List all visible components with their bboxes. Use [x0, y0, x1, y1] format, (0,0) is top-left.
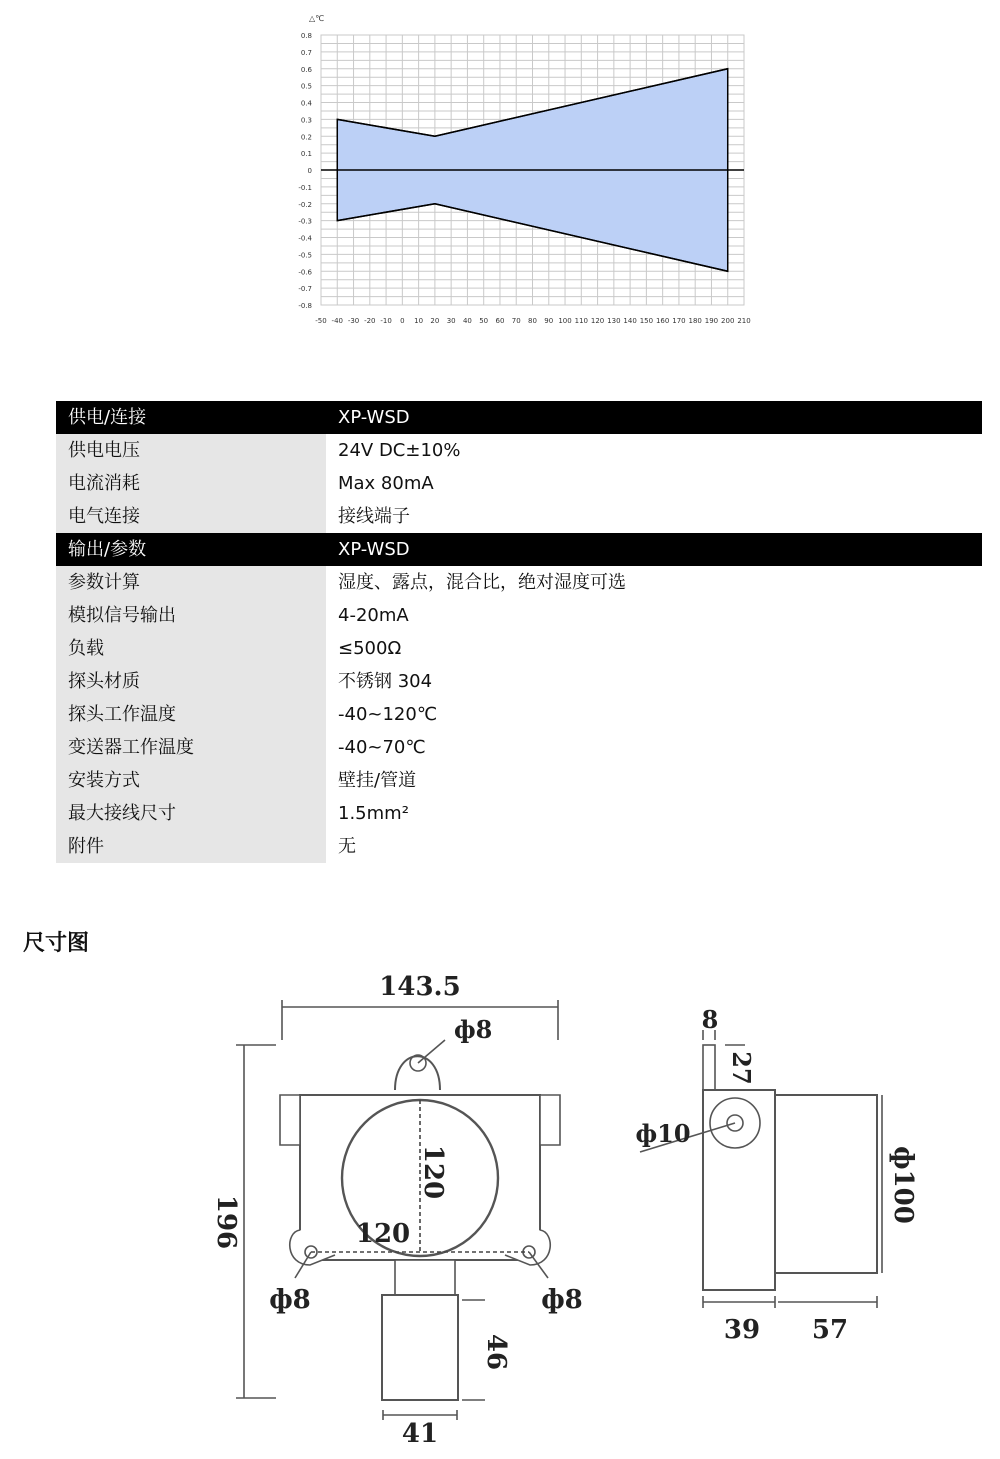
probe-neck: [395, 1260, 455, 1295]
y-tick-label: -0.3: [298, 217, 312, 226]
y-tick-label: 0.5: [300, 82, 312, 91]
spec-table: [56, 401, 982, 863]
spec-label: 参数计算: [56, 566, 326, 599]
spec-value: Max 80mA: [326, 467, 982, 500]
spec-label: 电气连接: [56, 500, 326, 533]
x-tick-label: 200: [721, 317, 735, 325]
dim-left-hole-label: ф8: [269, 1285, 311, 1315]
dim-side-hole-label: ф10: [635, 1119, 691, 1148]
dim-inner-v-label: 120: [418, 1144, 448, 1200]
spec-value: 24V DC±10%: [326, 434, 982, 467]
spec-label: 探头工作温度: [56, 698, 326, 731]
x-tick-label: 30: [446, 317, 456, 325]
y-tick-label: -0.2: [298, 200, 312, 209]
spec-row: [56, 500, 982, 533]
dim-probe-width-label: 41: [401, 1419, 439, 1449]
x-tick-label: 20: [430, 317, 440, 325]
spec-label: 供电电压: [56, 434, 326, 467]
y-tick-label: 0.2: [300, 133, 312, 142]
spec-section-header: [56, 401, 982, 434]
x-tick-label: 40: [462, 317, 472, 325]
spec-value: 4-20mA: [326, 599, 982, 632]
side-tab: [703, 1045, 715, 1090]
spec-row: [56, 797, 982, 830]
y-tick-label: 0: [307, 167, 312, 175]
spec-value: 壁挂/管道: [326, 764, 982, 797]
y-tick-label: 0.4: [300, 99, 312, 108]
x-tick-label: 150: [639, 317, 654, 325]
side-cover: [775, 1095, 877, 1273]
x-tick-label: 60: [495, 317, 505, 325]
y-tick-label: 0.8: [300, 32, 312, 40]
y-tick-label: -0.4: [298, 234, 312, 243]
dim-height-label: 196: [211, 1194, 241, 1250]
dim-probe-length-label: 46: [481, 1333, 511, 1371]
spec-row: [56, 599, 982, 632]
dim-right-hole-label: ф8: [541, 1285, 583, 1315]
spec-row: [56, 731, 982, 764]
spec-label: 负载: [56, 632, 326, 665]
x-tick-label: 10: [414, 317, 424, 325]
dim-inner-h-label: 120: [355, 1219, 411, 1249]
y-tick-label: 0.3: [300, 116, 312, 125]
spec-label: 附件: [56, 830, 326, 863]
x-tick-label: 70: [511, 317, 521, 325]
accuracy-chart-svg: [285, 5, 755, 330]
y-tick-label: -0.5: [298, 251, 312, 260]
accuracy-chart: [285, 5, 755, 330]
spec-label: 安装方式: [56, 764, 326, 797]
top-mount-tab: [395, 1056, 440, 1090]
x-tick-label: -30: [347, 317, 360, 325]
spec-row: [56, 434, 982, 467]
x-tick-label: 210: [737, 317, 751, 325]
x-tick-label: 0: [400, 317, 405, 325]
right-gland: [540, 1095, 560, 1145]
y-tick-label: -0.1: [298, 183, 312, 192]
spec-value: 无: [326, 830, 982, 863]
spec-value: 不锈钢 304: [326, 665, 982, 698]
spec-value: XP-WSD: [326, 401, 982, 434]
x-tick-label: 190: [704, 317, 719, 325]
spec-value: -40~70℃: [326, 731, 982, 764]
x-tick-label: 160: [655, 317, 670, 325]
x-tick-label: 80: [528, 317, 537, 325]
x-tick-label: 180: [688, 317, 702, 325]
dim-side-top2-label: 27: [727, 1051, 756, 1085]
y-tick-label: 0.6: [300, 65, 312, 74]
spec-row: [56, 566, 982, 599]
probe-body: [382, 1295, 458, 1400]
x-tick-label: -10: [380, 317, 392, 325]
spec-row: [56, 764, 982, 797]
spec-row: [56, 467, 982, 500]
dim-width-label: 143.5: [379, 972, 461, 1002]
dimension-section-title: 尺寸图: [23, 931, 90, 956]
spec-label: 探头材质: [56, 665, 326, 698]
x-tick-label: 100: [558, 317, 572, 325]
dim-side-top-label: 8: [701, 1005, 719, 1034]
y-tick-label: -0.7: [298, 285, 312, 294]
y-tick-label: -0.8: [298, 302, 312, 310]
spec-value: XP-WSD: [326, 533, 982, 566]
spec-value: 接线端子: [326, 500, 982, 533]
y-tick-label: -0.6: [298, 268, 312, 277]
spec-value: -40~120℃: [326, 698, 982, 731]
spec-label: 变送器工作温度: [56, 731, 326, 764]
left-gland: [280, 1095, 300, 1145]
x-tick-label: 120: [590, 317, 605, 325]
spec-value: 1.5mm²: [326, 797, 982, 830]
x-tick-label: 50: [479, 317, 489, 325]
spec-label: 模拟信号输出: [56, 599, 326, 632]
dim-side-left-width-label: 39: [723, 1315, 761, 1345]
spec-label: 最大接线尺寸: [56, 797, 326, 830]
x-tick-label: 110: [574, 317, 588, 325]
x-tick-label: 90: [544, 317, 554, 325]
x-tick-label: -50: [315, 317, 327, 325]
dim-side-diameter-label: ф100: [888, 1146, 918, 1224]
spec-row: [56, 665, 982, 698]
x-tick-label: 130: [607, 317, 621, 325]
y-tick-label: 0.1: [300, 150, 312, 159]
spec-section-header: [56, 533, 982, 566]
spec-row: [56, 698, 982, 731]
dim-top-hole-label: ф8: [454, 1015, 493, 1044]
spec-row: [56, 632, 982, 665]
spec-value: 湿度、露点，混合比，绝对湿度可选: [326, 566, 982, 599]
dim-side-right-width-label: 57: [811, 1315, 849, 1345]
spec-row: [56, 830, 982, 863]
y-axis-unit-label: △℃: [309, 14, 325, 23]
x-tick-label: -20: [364, 317, 376, 325]
x-tick-label: -40: [331, 317, 343, 325]
spec-label: 供电/连接: [56, 401, 326, 434]
x-tick-label: 170: [672, 317, 686, 325]
spec-value: ≤500Ω: [326, 632, 982, 665]
y-tick-label: 0.7: [300, 48, 312, 57]
spec-label: 输出/参数: [56, 533, 326, 566]
spec-label: 电流消耗: [56, 467, 326, 500]
dimension-drawing: [0, 960, 1000, 1455]
x-tick-label: 140: [623, 317, 637, 325]
